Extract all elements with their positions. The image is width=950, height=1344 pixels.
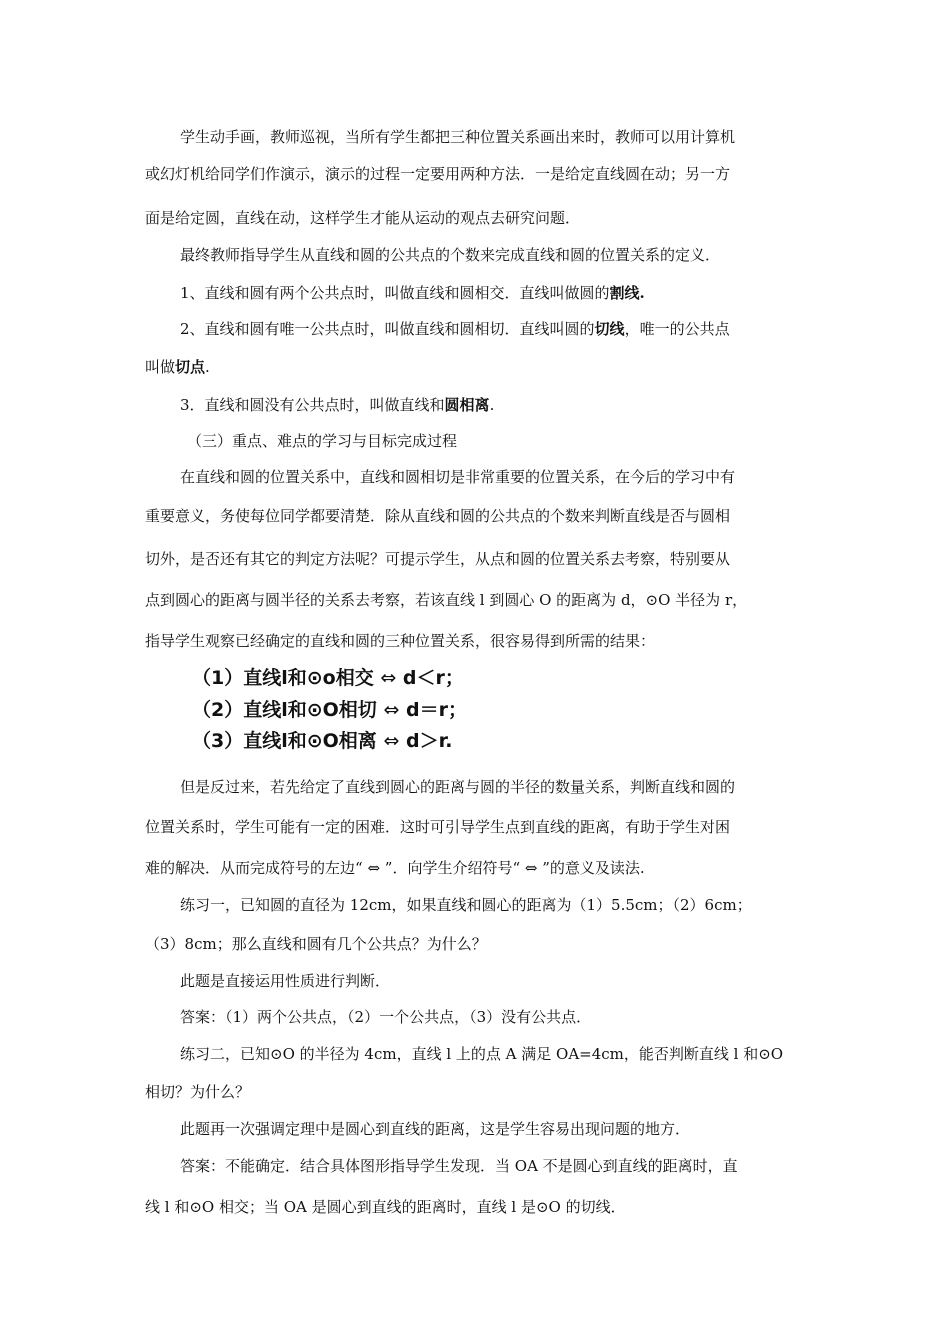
definition-3 (180, 394, 494, 416)
paragraph-line: 最终教师指导学生从直线和圆的公共点的个数来完成直线和圆的位置关系的定义． (180, 246, 721, 264)
definition-term: 割线. (609, 284, 645, 302)
definition-text: 2、直线和圆有唯一公共点时，叫做直线和圆相切．直线叫圆的 (180, 320, 595, 338)
paragraph-line: 点到圆心的距离与圆半径的关系去考察，若该直线 l 到圆心 O 的距离为 d，⊙O 半径为 r， (145, 591, 748, 609)
definition-1 (180, 282, 645, 304)
paragraph-line: 重要意义，务使每位同学都要清楚．除从直线和圆的公共点的个数来判断直线是否与圆相 (145, 507, 731, 525)
paragraph-line: 位置关系时，学生可能有一定的困难．这时可引导学生点到直线的距离，有助于学生对困 (145, 818, 731, 836)
section-heading: （三）重点、难点的学习与目标完成过程 (187, 432, 458, 450)
definition-2-cont (145, 356, 210, 378)
paragraph-line: 切外，是否还有其它的判定方法呢？可提示学生，从点和圆的位置关系去考察，特别要从 (145, 550, 731, 568)
exercise-2-answer-cont: 线 l 和⊙O 相交；当 OA 是圆心到直线的距离时，直线 l 是⊙O 的切线． (145, 1198, 626, 1216)
definition-text: 叫做 (145, 358, 176, 376)
definition-text: 1、直线和圆有两个公共点时，叫做直线和圆相交．直线叫做圆的 (180, 284, 610, 302)
exercise-2-answer: 答案：不能确定．结合具体图形指导学生发现．当 OA 不是圆心到直线的距离时，直 (180, 1157, 738, 1175)
definition-term: 切线 (594, 320, 625, 338)
paragraph-line: 或幻灯机给同学们作演示，演示的过程一定要用两种方法．一是给定直线圆在动；另一方 (145, 165, 731, 183)
paragraph-line: 在直线和圆的位置关系中，直线和圆相切是非常重要的位置关系，在今后的学习中有 (180, 468, 736, 486)
definition-term: 圆相离 (444, 396, 490, 414)
formula-label: （2）直线l和⊙O相切 (192, 699, 377, 721)
definition-text: 3．直线和圆没有公共点时，叫做直线和 (180, 396, 445, 414)
paragraph-line: 但是反过来，若先给定了直线到圆心的距离与圆的半径的数量关系，判断直线和圆的 (180, 778, 736, 796)
definition-2 (180, 318, 730, 340)
exercise-2-note: 此题再一次强调定理中是圆心到直线的距离，这是学生容易出现问题的地方． (180, 1120, 691, 1138)
formula-result: d＞r. (405, 730, 453, 752)
definition-term: 切点 (175, 358, 206, 376)
formula-intersect (192, 665, 464, 691)
exercise-2-cont: 相切？为什么？ (145, 1083, 251, 1101)
definition-text: ，唯一的公共点 (624, 320, 730, 338)
definition-text: . (489, 396, 495, 414)
paragraph-line: 指导学生观察已经确定的直线和圆的三种位置关系，很容易得到所需的结果： (145, 632, 656, 650)
formula-tangent (192, 697, 467, 723)
exercise-1-cont: （3）8cm；那么直线和圆有几个公共点？为什么？ (145, 935, 487, 953)
paragraph-line: 难的解决．从而完成符号的左边“ ⇔ ”．向学生介绍符号“ ⇔ ”的意义及读法. (145, 859, 645, 877)
exercise-2: 练习二，已知⊙O 的半径为 4cm，直线 l 上的点 A 满足 OA=4cm，能否判断直线 l 和⊙O (180, 1045, 784, 1063)
formula-separate (192, 728, 452, 754)
equivalence-arrow-icon: ⇔ (383, 699, 400, 721)
exercise-1: 练习一，已知圆的直径为 12cm，如果直线和圆心的距离为（1）5.5cm；（2）6cm； (180, 896, 752, 914)
formula-result: d＝r； (405, 699, 467, 721)
definition-text: . (205, 358, 210, 376)
formula-result: d＜r； (402, 667, 464, 689)
exercise-1-note: 此题是直接运用性质进行判断． (180, 972, 391, 990)
exercise-1-answer: 答案：（1）两个公共点，（2）一个公共点，（3）没有公共点． (180, 1008, 592, 1026)
formula-label: （3）直线l和⊙O相离 (192, 730, 377, 752)
paragraph-line: 面是给定圆，直线在动，这样学生才能从运动的观点去研究问题． (145, 209, 581, 227)
paragraph-line: 学生动手画，教师巡视，当所有学生都把三种位置关系画出来时，教师可以用计算机 (180, 128, 736, 146)
equivalence-arrow-icon: ⇔ (383, 730, 400, 752)
formula-label: （1）直线l和⊙o相交 (192, 667, 374, 689)
equivalence-arrow-icon: ⇔ (380, 667, 397, 689)
